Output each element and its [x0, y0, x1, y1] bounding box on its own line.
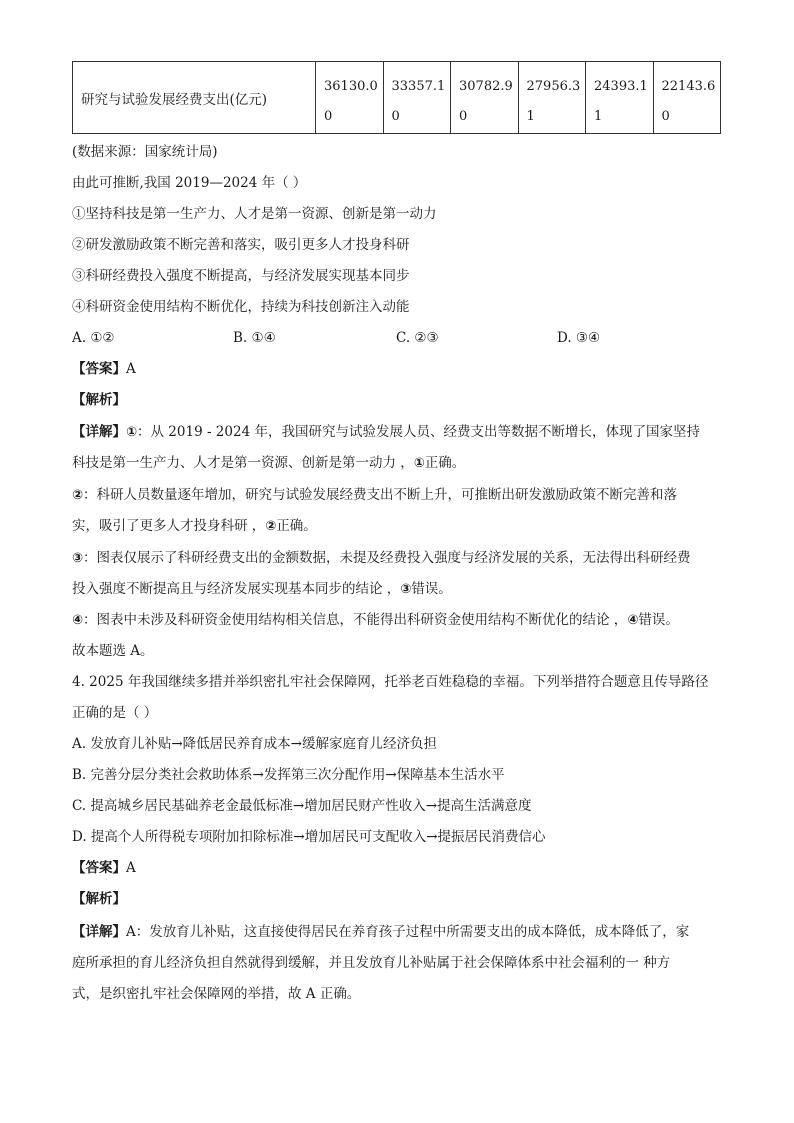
q3-item-4: ④科研资金使用结构不断优化，持续为科技创新注入动能	[72, 299, 410, 315]
table-cell: 22143.6 0	[653, 62, 721, 134]
table-cell: 24393.1 1	[586, 62, 654, 134]
table-cell: 33357.1 0	[383, 62, 451, 134]
answer-tag: 【答案】	[72, 860, 126, 876]
q3-detail-2a: ②：科研人员数量逐年增加，研究与试验发展经费支出不断上升，可推断出研发激励政策不断完善和落	[72, 487, 678, 503]
detail-marker: ①	[126, 425, 138, 440]
q3-option-c: C. ②③	[396, 330, 439, 346]
q3-detail-1a: 【详解】①：从 2019 - 2024 年，我国研究与试验发展人员、经费支出等数据不断增长，体现了国家坚持	[72, 424, 700, 440]
q3-detail-4: ④：图表中未涉及科研资金使用结构相关信息，不能得出科研资金使用结构不断优化的结论 ，④错误。	[72, 612, 679, 628]
answer-value: A	[126, 361, 136, 377]
row-label: 研究与试验发展经费支出(亿元)	[73, 62, 316, 134]
q4-option-d: D. 提高个人所得税专项附加扣除标准→增加居民可支配收入→提振居民消费信心	[72, 829, 546, 845]
data-source: (数据来源：国家统计局)	[72, 144, 218, 160]
table-cell: 27956.3 1	[518, 62, 586, 134]
q3-option-b: B. ①④	[233, 330, 276, 346]
detail-marker: ②	[72, 488, 84, 503]
q4-answer	[72, 858, 136, 878]
q4-detail-1: 【详解】A：发放育儿补贴，这直接使得居民在养育孩子过程中所需要支出的成本降低，成本降低了，家	[72, 924, 690, 940]
table-cell: 30782.9 0	[451, 62, 519, 134]
q3-stem: 由此可推断,我国 2019—2024 年（ ）	[72, 175, 307, 191]
detail-marker: ④	[72, 613, 84, 628]
answer-tag: 【答案】	[72, 361, 126, 377]
q3-detail-3b: 投入强度不断提高且与经济发展实现基本同步的结论 ，③错误。	[72, 581, 452, 597]
q3-detail-1b: 科技是第一生产力、人才是第一资源、创新是第一动力 ，①正确。	[72, 455, 466, 471]
detail-tag: 【详解】	[72, 924, 126, 940]
q4-detail-2: 庭所承担的育儿经济负担自然就得到缓解，并且发放育儿补贴属于社会保障体系中社会福利的一 种方	[72, 955, 671, 971]
q4-analysis-tag: 【解析】	[72, 891, 126, 907]
answer-value: A	[126, 860, 136, 876]
q4-stem-2: 正确的是（ ）	[72, 705, 158, 721]
q3-item-3: ③科研经费投入强度不断提高，与经济发展实现基本同步	[72, 268, 410, 284]
rd-expenditure-table	[72, 61, 721, 134]
q3-analysis-tag: 【解析】	[72, 392, 126, 408]
q4-option-b: B. 完善分层分类社会救助体系→发挥第三次分配作用→保障基本生活水平	[72, 767, 505, 783]
q4-detail-3: 式，是织密扎牢社会保障网的举措，故 A 正确。	[72, 986, 361, 1002]
q3-item-1: ①坚持科技是第一生产力、人才是第一资源、创新是第一动力	[72, 206, 437, 222]
q3-detail-3a: ③：图表仅展示了科研经费支出的金额数据，未提及经费投入强度与经济发展的关系，无法得出科研经费	[72, 550, 691, 566]
table-row	[73, 62, 721, 134]
q4-option-a: A. 发放育儿补贴→降低居民养育成本→缓解家庭育儿经济负担	[72, 736, 437, 752]
table-cell: 36130.0 0	[316, 62, 384, 134]
q3-answer	[72, 359, 136, 379]
q3-option-d: D. ③④	[557, 330, 601, 346]
detail-tag: 【详解】	[72, 424, 126, 440]
q3-option-a: A. ①②	[72, 330, 115, 346]
q3-detail-2b: 实，吸引了更多人才投身科研 ，②正确。	[72, 518, 317, 534]
q3-conclusion: 故本题选 A。	[72, 643, 154, 659]
detail-marker: ③	[72, 551, 84, 566]
q4-stem-1: 4. 2025 年我国继续多措并举织密扎牢社会保障网，托举老百姓稳稳的幸福。下列举措符合题意且传导路径	[72, 674, 709, 690]
q4-option-c: C. 提高城乡居民基础养老金最低标准→增加居民财产性收入→提高生活满意度	[72, 798, 532, 814]
q3-item-2: ②研发激励政策不断完善和落实，吸引更多人才投身科研	[72, 237, 410, 253]
